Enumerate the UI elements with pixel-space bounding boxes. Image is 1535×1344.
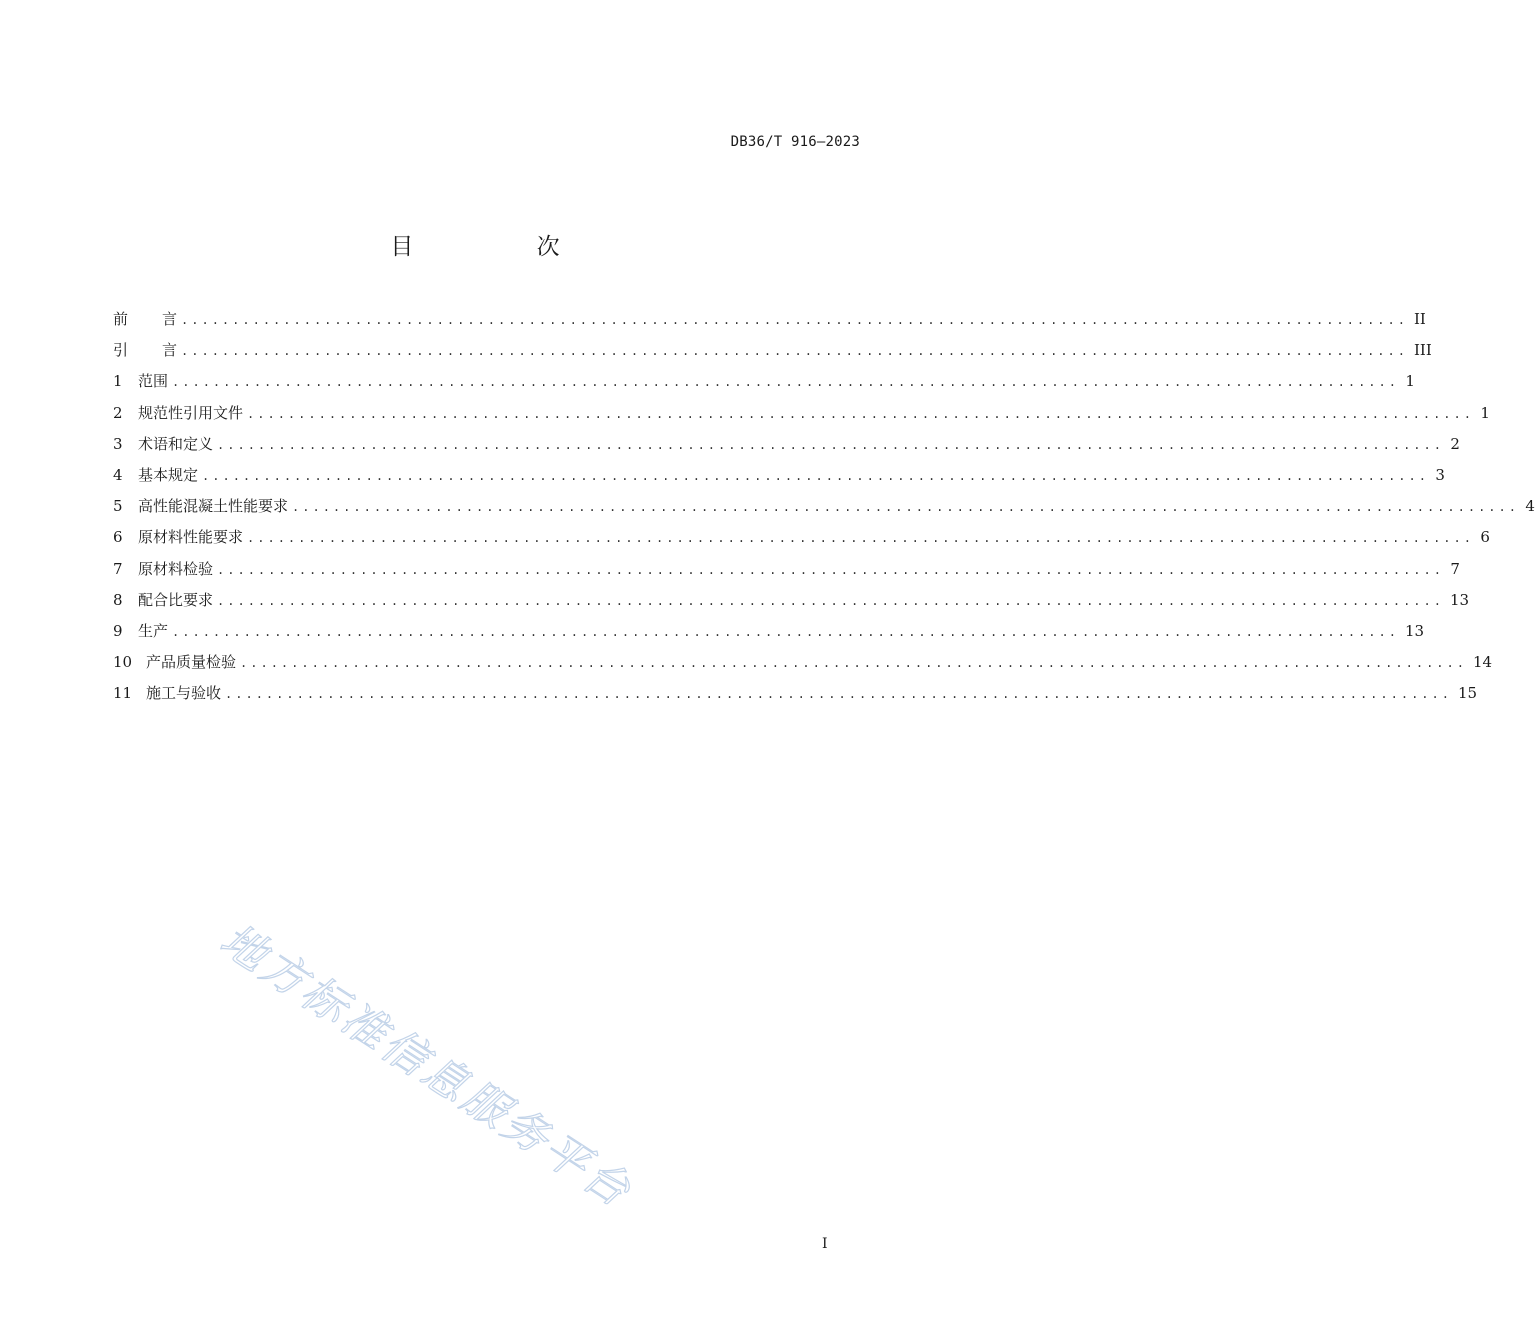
toc-entry-section-5[interactable] [113,493,1535,524]
toc-entry-page: 15 [1457,684,1478,703]
dot-leader: ........................................................................................................................ [247,406,1474,421]
toc-entry-number: 6 [113,528,123,547]
toc-entry-section-10[interactable] [113,649,1493,680]
toc-entry-number: 3 [113,434,123,453]
dot-leader: ........................................................................................................................ [181,344,1408,359]
toc-entry-page: 2 [1450,434,1460,453]
toc-entry-page: 1 [1405,372,1415,391]
toc-entry-section-3[interactable] [113,431,1460,462]
toc-entry-number: 1 [113,372,123,391]
toc-entry-page: 14 [1472,653,1493,672]
toc-entry-section-1[interactable] [113,368,1415,399]
dot-leader: ........................................................................................................................ [292,500,1519,515]
toc-entry-number: 4 [113,465,123,484]
dot-leader: ........................................................................................................................ [181,313,1408,327]
toc-entry-page: 13 [1449,590,1470,609]
dot-leader: ........................................................................................................................ [247,531,1474,546]
table-of-contents [113,306,1535,711]
toc-entry-title: 范围 [138,372,169,391]
toc-entry-section-9[interactable] [113,618,1425,649]
toc-entry-section-6[interactable] [113,524,1490,555]
dot-leader: ........................................................................................................................ [217,437,1444,452]
document-code: DB36/T 916—2023 [730,134,860,150]
dot-leader: ........................................................................................................................ [172,375,1399,390]
toc-entry-page: III [1413,341,1432,360]
toc-entry-section-2[interactable] [113,400,1490,431]
toc-entry-title: 高性能混凝土性能要求 [138,497,289,516]
dot-leader: ........................................................................................................................ [172,624,1399,639]
toc-entry-number: 5 [113,497,123,516]
page-number: I [822,1236,828,1252]
toc-entry-page: 1 [1480,403,1490,422]
toc-entry-page: 4 [1525,497,1535,516]
toc-entry-number: 7 [113,559,123,578]
toc-entry-page: II [1413,310,1426,328]
toc-entry-number: 9 [113,621,123,640]
toc-entry-title: 引言 [113,341,178,360]
toc-entry-foreword[interactable] [113,306,1426,337]
watermark: 地方标准信息服务平台 [211,914,642,1219]
toc-entry-page: 13 [1404,621,1425,640]
toc-entry-title: 施工与验收 [146,684,222,703]
toc-entry-title: 产品质量检验 [146,653,237,672]
toc-entry-page: 7 [1450,559,1460,578]
dot-leader: ........................................................................................................................ [202,468,1429,483]
toc-entry-title: 术语和定义 [138,434,214,453]
toc-entry-number: 10 [113,653,133,672]
toc-entry-section-4[interactable] [113,462,1445,493]
toc-entry-number: 8 [113,590,123,609]
toc-entry-section-7[interactable] [113,556,1460,587]
toc-entry-title: 规范性引用文件 [138,403,244,422]
toc-entry-title: 原材料检验 [138,559,214,578]
toc-entry-title: 配合比要求 [138,590,214,609]
toc-entry-title: 基本规定 [138,465,199,484]
dot-leader: ........................................................................................................................ [225,687,1452,702]
toc-entry-title: 原材料性能要求 [138,528,244,547]
toc-entry-number: 11 [113,684,133,703]
toc-entry-title: 生产 [138,621,169,640]
toc-entry-section-8[interactable] [113,587,1470,618]
toc-entry-introduction[interactable] [113,337,1432,368]
dot-leader: ........................................................................................................................ [217,562,1444,577]
dot-leader: ........................................................................................................................ [217,593,1444,608]
dot-leader: ........................................................................................................................ [240,656,1467,671]
toc-entry-title: 前言 [113,310,178,328]
toc-entry-number: 2 [113,403,123,422]
toc-entry-section-11[interactable] [113,680,1478,711]
toc-entry-page: 3 [1435,465,1445,484]
toc-heading: 目 次 [390,234,618,260]
toc-entry-page: 6 [1480,528,1490,547]
